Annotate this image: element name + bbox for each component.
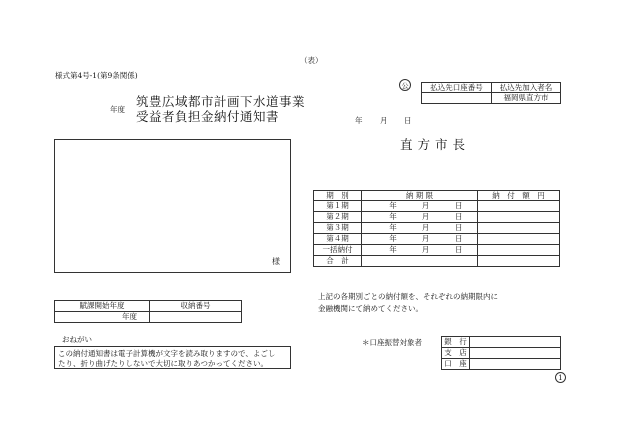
transfer-table [441,336,561,370]
payee-name-value: 福岡県直方市 [492,93,561,104]
notice-line2: 金融機関にて納めてください。 [318,304,423,313]
amount-cell [478,212,560,223]
amount-cell [478,201,560,212]
table-row [314,223,560,234]
table-row [314,201,560,212]
honorific-label: 様 [272,257,280,266]
period-label: 第４期 [314,234,362,245]
due-year: 年 [376,234,411,245]
amount-cell [478,223,560,234]
branch-value [470,348,561,359]
notice-line1: 上記の各期別ごとの納付額を、それぞれの納期限内に [318,292,498,301]
address-box [54,139,291,273]
document-title-line2: 受益者負担金納付通知書 [136,109,280,124]
installment-table [313,190,560,267]
due-day: 日 [441,234,478,245]
due-month: 月 [411,212,441,223]
form-number: 様式第4号-1(第9条関係) [55,71,138,80]
fiscal-year-label: 年度 [110,105,125,114]
transfer-label: ＊口座振替対象者 [362,338,422,347]
due-year: 年 [376,201,411,212]
due-year: 年 [376,223,411,234]
due-day: 日 [441,245,478,256]
payee-account-header: 払込先口座番号 [422,83,492,93]
levy-start-year-value: 年度 [55,312,150,323]
bank-value [470,337,561,348]
issuer-name: 直方市長 [400,137,471,152]
date-day: 日 [404,116,412,125]
document-title-line1: 筑豊広域都市計画下水道事業 [136,94,306,109]
due-date-header: 納 期 限 [362,191,478,201]
due-month: 月 [411,223,441,234]
page-side-label: （表） [300,56,323,65]
levy-table [54,300,242,323]
account-value [470,359,561,370]
receipt-number-value [150,312,242,323]
due-year: 年 [376,212,411,223]
request-heading: おねがい [62,335,92,344]
table-row [314,212,560,223]
table-row [314,245,560,256]
date-year: 年 [355,116,363,125]
payee-table [421,82,561,104]
period-label: 第１期 [314,201,362,212]
due-month: 月 [411,234,441,245]
due-day: 日 [441,223,478,234]
table-row [314,256,560,267]
period-label: 第３期 [314,223,362,234]
levy-start-year-header: 賦課開始年度 [55,301,150,312]
total-amount [478,256,560,267]
due-day: 日 [441,201,478,212]
due-year: 年 [376,245,411,256]
period-label: 一括納付 [314,245,362,256]
receipt-number-header: 収納番号 [150,301,242,312]
request-text-line1: この納付通知書は電子計算機が文字を読み取りますので、よごし [58,349,276,358]
table-row [314,234,560,245]
amount-cell [478,245,560,256]
bank-label: 銀 行 [442,337,470,348]
due-month: 月 [411,245,441,256]
due-day: 日 [441,212,478,223]
payee-name-header: 払込先加入者名 [492,83,561,93]
period-label: 第２期 [314,212,362,223]
amount-header: 納 付 額 円 [478,191,560,201]
date-month: 月 [380,116,388,125]
request-text-line2: たり、折り曲げたりしないで大切に取りあつかってください。 [58,359,268,368]
account-label: 口 座 [442,359,470,370]
amount-cell [478,234,560,245]
page-marker: 1 [555,372,566,383]
request-box [54,346,291,369]
branch-label: 支 店 [442,348,470,359]
due-month: 月 [411,201,441,212]
payee-account-value [422,93,492,104]
period-header: 期 別 [314,191,362,201]
official-seal-icon: 公 [399,79,411,91]
total-label: 合 計 [314,256,362,267]
